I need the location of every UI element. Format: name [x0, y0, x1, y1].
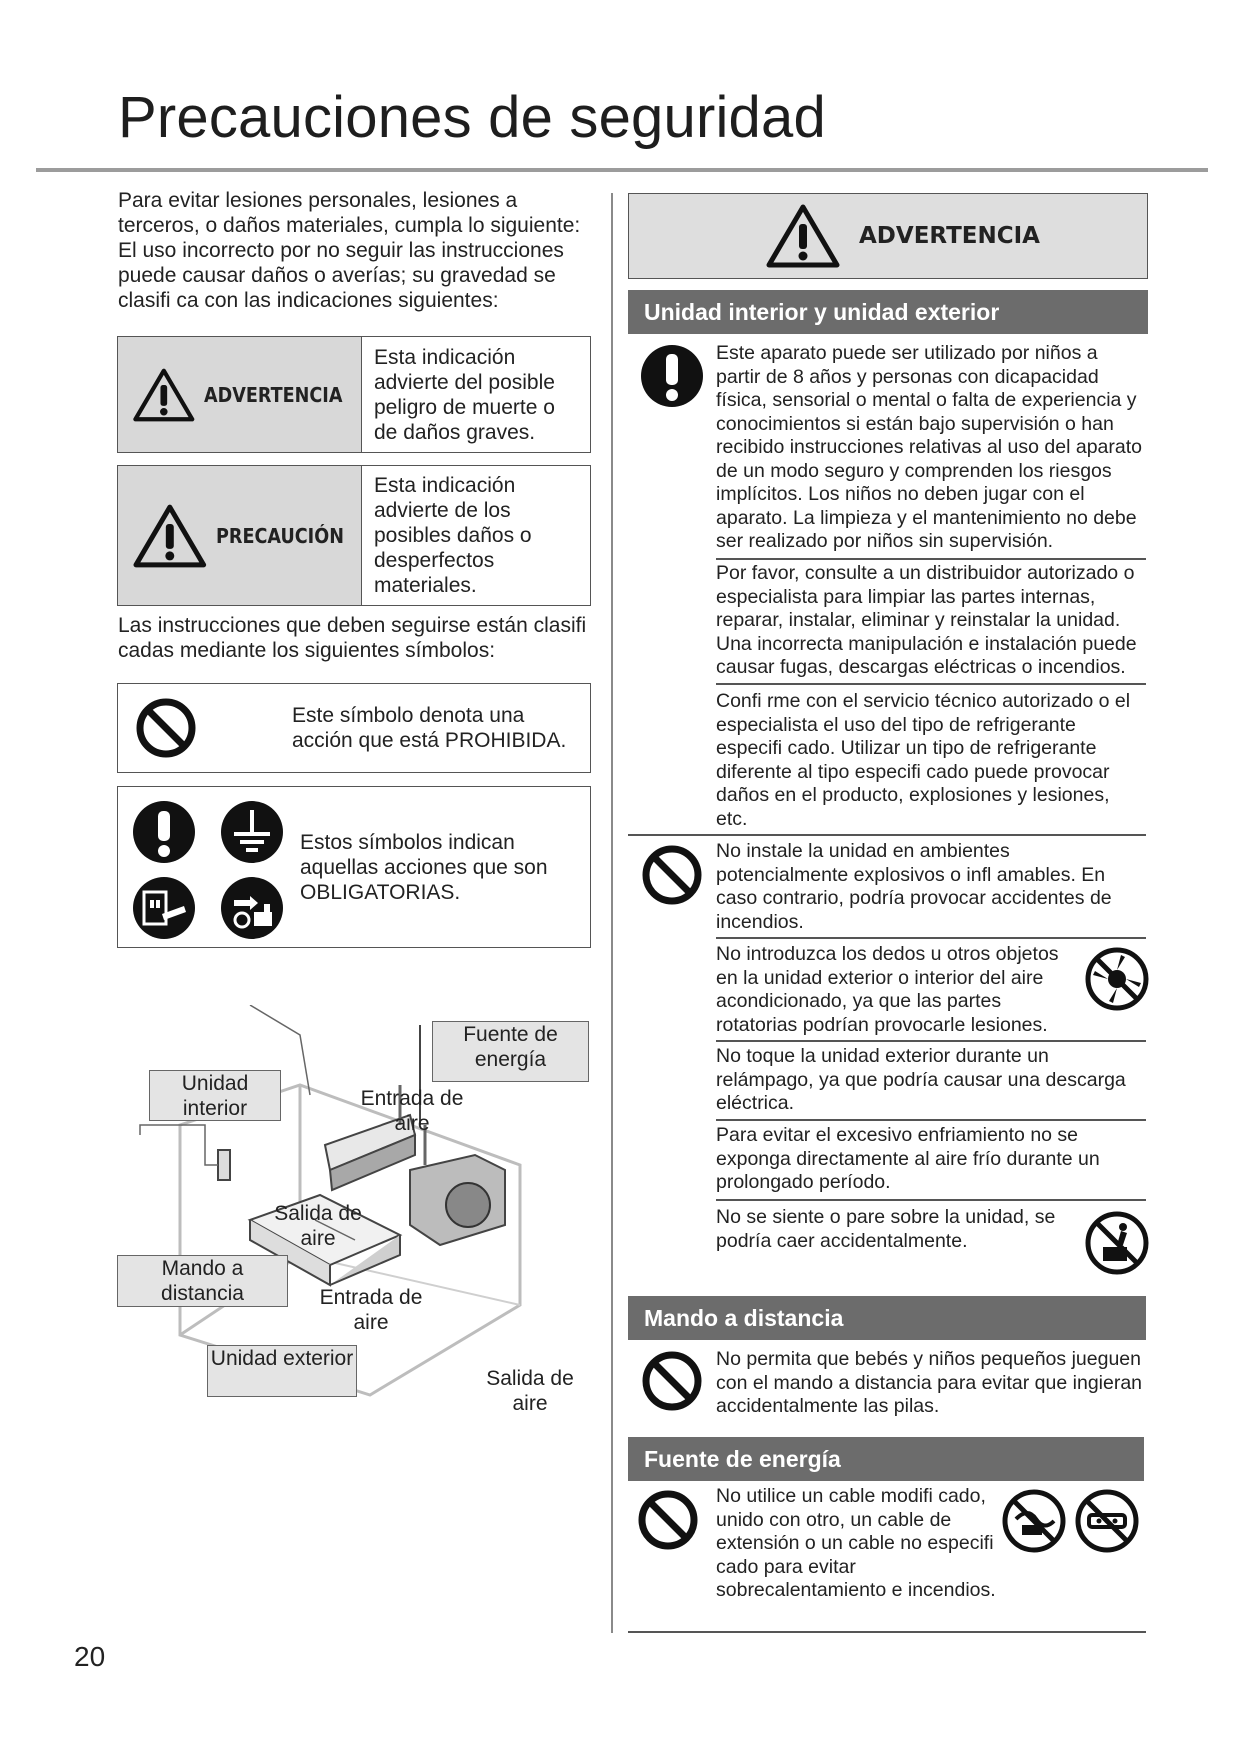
caution-triangle-icon — [132, 502, 208, 570]
item-sit-stand: No se siente o pare sobre la unidad, se podría caer accidentalmente. — [716, 1206, 1056, 1252]
unplug-icon — [132, 876, 196, 940]
item-exclamation-icon — [640, 344, 704, 408]
diagram-label-power: Fuente de energía — [432, 1021, 589, 1082]
diagram-label-indoor: Unidad interior — [149, 1070, 281, 1121]
legend-caution-box — [117, 465, 591, 606]
switch-off-icon — [220, 876, 284, 940]
item-cold-air: Para evitar el excesivo enfriamiento no se exponga directamente al aire frío durante un prolongado período. — [716, 1124, 1100, 1193]
item-divider — [716, 1119, 1146, 1121]
symbol-prohibited-box — [117, 683, 591, 773]
item-remote-batteries: No permita que bebés y niños pequeños jueguen con el mando a distancia para evitar que ingieran accidentalmente las pilas. — [716, 1348, 1143, 1417]
legend-caution-text: Esta indicación advierte de los posibles daños o desperfectos materiales. — [374, 474, 532, 597]
symbol-mandatory-text: Estos símbolos indican aquellas acciones que son OBLIGATORIAS. — [300, 830, 548, 904]
item-divider — [716, 1199, 1146, 1201]
no-modified-cable-icon — [1002, 1489, 1066, 1553]
legend-warning-cell — [118, 337, 362, 452]
page-number: 20 — [74, 1641, 106, 1672]
item-authorized-dealer: Por favor, consulte a un distribuidor autorizado o especialista para limpiar las partes internas, reparar, instalar, eliminar y reinstalar la unidad. Una incorrecta manipulación e instalación puede causar fugas, descargas eléctricas o incendios. — [716, 562, 1137, 678]
warning-header-box — [628, 193, 1148, 279]
legend-caution-cell — [118, 466, 362, 605]
item-divider — [716, 1040, 1146, 1042]
item-fingers: No introduzca los dedos u otros objetos en la unidad exterior o interior del aire acondicionado, ya que las partes rotatorias podrían provocarle lesiones. — [716, 943, 1059, 1036]
ground-icon — [220, 800, 284, 864]
diagram-label-air-inlet-2: Entrada de aire — [319, 1286, 423, 1334]
legend-caution-label: PRECAUCIÓN — [215, 523, 344, 548]
item-explosive-environment: No instale la unidad en ambientes potencialmente explosivos o infl amables. En caso contrario, podría provocar accidentes de incendios. — [716, 840, 1112, 933]
diagram-label-remote: Mando a distancia — [117, 1255, 288, 1307]
mandatory-icon-grid — [132, 792, 292, 942]
intro-paragraph: Para evitar lesiones personales, lesiones a terceros, o daños materiales, cumpla lo siguiente: El uso incorrecto por no seguir las instrucciones puede causar daños o averías; su gravedad se clasifi ca con las indicaciones siguientes: — [118, 189, 581, 312]
item-divider — [716, 937, 1146, 939]
diagram-label-outdoor: Unidad exterior — [207, 1345, 357, 1397]
diagram-label-air-outlet-2: Salida de aire — [486, 1367, 574, 1415]
power-prohibited-icon — [636, 1488, 700, 1552]
item-divider — [628, 834, 1146, 836]
no-climbing-icon — [1085, 1211, 1149, 1275]
symbol-mandatory-box — [117, 786, 591, 948]
column-divider — [611, 193, 613, 1633]
symbols-intro: Las instrucciones que deben seguirse están clasifi cadas mediante los siguientes símbolos: — [118, 614, 587, 662]
prohibited-icon — [134, 696, 198, 760]
remote-prohibited-icon — [640, 1349, 704, 1413]
no-fingers-icon — [1085, 947, 1149, 1011]
diagram-label-air-inlet-1: Entrada de aire — [360, 1087, 464, 1135]
item-refrigerant: Confi rme con el servicio técnico autorizado o el especialista el uso del tipo de refrigerante especifi cado. Utilizar un tipo de refrigerante diferente al tipo especifi cado puede provocar daños en el producto, explosiones y lesiones, etc. — [716, 690, 1131, 830]
item-lightning: No toque la unidad exterior durante un relámpago, ya que podría causar una descarga eléctrica. — [716, 1045, 1126, 1114]
item-children-use: Este aparato puede ser utilizado por niños a partir de 8 años y personas con dicapacidad física, sensorial o mental o falta de experiencia y conocimientos si están bajo supervisión o han recibido instrucciones relativas al uso del aparato de un modo seguro y comprenden los riesgos implícitos. Los niños no deben jugar con el aparato. La limpieza y el mantenimiento no debe ser realizado por niños sin supervisión. — [716, 342, 1142, 552]
diagram-label-air-outlet-1: Salida de aire — [274, 1202, 362, 1250]
item-divider — [716, 558, 1146, 560]
section-heading-power: Fuente de energía — [628, 1437, 1144, 1481]
title-rule — [36, 168, 1208, 172]
no-extension-cable-icon — [1075, 1489, 1139, 1553]
item-divider — [716, 683, 1146, 685]
legend-warning-box — [117, 336, 591, 453]
warning-header-label: ADVERTENCIA — [859, 223, 1040, 249]
item-prohibited-icon — [640, 843, 704, 907]
section-heading-indoor-outdoor: Unidad interior y unidad exterior — [628, 290, 1148, 334]
page-title: Precauciones de seguridad — [118, 85, 826, 150]
symbol-prohibited-text: Este símbolo denota una acción que está PROHIBIDA. — [292, 704, 567, 752]
warning-header-icon — [765, 202, 841, 270]
item-modified-cable: No utilice un cable modifi cado, unido con otro, un cable de extensión o un cable no especifi cado para evitar sobrecalentamiento e incendios. — [716, 1485, 996, 1601]
exclamation-icon — [132, 800, 196, 864]
warning-triangle-icon — [132, 361, 196, 429]
legend-warning-label: ADVERTENCIA — [203, 382, 343, 407]
section-heading-remote: Mando a distancia — [628, 1296, 1146, 1340]
section-bottom-rule — [628, 1631, 1146, 1633]
legend-warning-text: Esta indicación advierte del posible peligro de muerte o de daños graves. — [374, 346, 555, 444]
